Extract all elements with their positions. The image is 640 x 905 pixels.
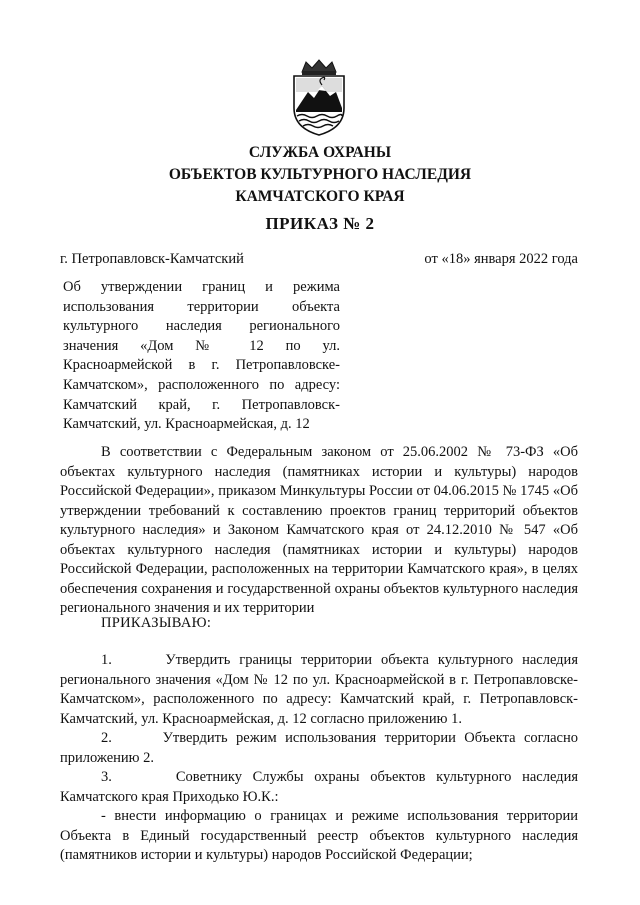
order-title: ПРИКАЗ № 2 — [265, 214, 375, 233]
issuer-line: КАМЧАТСКОГО КРАЯ — [235, 188, 405, 205]
order-item: 3. Советнику Службы охраны объектов культурного наследия Камчатского края Приходько Ю.К.: — [60, 769, 578, 805]
subject-line: Об утверждении границ и режима — [63, 279, 340, 295]
subject-line: использования территории объекта — [63, 298, 340, 315]
order-subject — [63, 278, 340, 435]
order-date: от «18» января 2022 года — [424, 251, 578, 267]
coat-of-arms-icon — [284, 58, 354, 136]
subject-line: значения «Дом № 12 по ул. — [63, 337, 340, 354]
subject-line: Камчатский, ул. Красноармейская, д. 12 — [63, 416, 310, 433]
subject-line: Красноармейской в г. Петропавловске- — [63, 357, 340, 374]
issuer-line: СЛУЖБА ОХРАНЫ — [248, 144, 392, 161]
order-item: 1. Утвердить границы территории объекта культурного наследия регионального значения «Дом № 12 по ул. Красноармейской в г. Петропавловске-Камчатском», расположенного по адресу: Камчатский край, г. Петропавловск-Камчатский, ул. Красноармейская, д. 12 согласно приложению 1. — [60, 652, 578, 727]
order-place: г. Петропавловск-Камчатский — [60, 251, 244, 267]
issuer-title — [0, 142, 640, 208]
order-item: 2. Утвердить режим использования территории Объекта согласно приложению 2. — [60, 730, 578, 766]
order-items — [60, 651, 578, 866]
issuer-line: ОБЪЕКТОВ КУЛЬТУРНОГО НАСЛЕДИЯ — [168, 166, 472, 183]
order-command: ПРИКАЗЫВАЮ: — [101, 615, 212, 631]
preamble-paragraph: В соответствии с Федеральным законом от 25.06.2002 № 73-ФЗ «Об объектах культурного наследия (памятниках истории и культуры) народов Российской Федерации», приказом Минкультуры России от 04.06.2015 № 1745 «Об утверждении требований к составлению проектов границ территорий объектов культурного наследия» и Законом Камчатского края от 24.12.2010 № 547 «Об объектах культурного наследия (памятниках истории и культуры) народов Российской Федерации, расположенных на территории Камчатского края», в целях обеспечения сохранения и государственной охраны объектов культурного наследия регионального значения и их территории — [60, 444, 578, 616]
order-item: - внести информацию о границах и режиме использования территории Объекта в Единый государственный реестр объектов культурного наследия (памятников истории и культуры) народов Российской Федерации; — [60, 808, 578, 863]
subject-line: Камчатском», расположенного по адресу: — [63, 376, 340, 393]
subject-line: культурного наследия регионального — [63, 318, 340, 335]
subject-line: Камчатский край, г. Петропавловск- — [63, 396, 340, 413]
